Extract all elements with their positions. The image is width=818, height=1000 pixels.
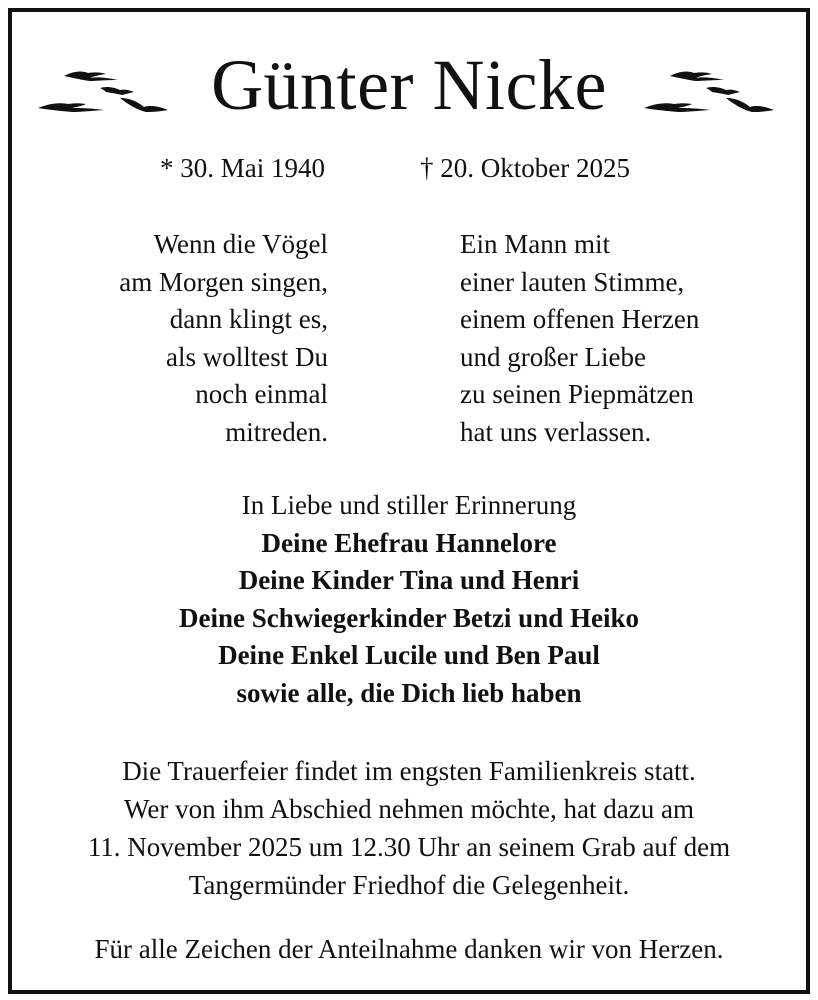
- deceased-name: Günter Nicke: [211, 45, 607, 125]
- mourner-line: Deine Kinder Tina und Henri: [238, 565, 580, 595]
- poem-line: dann klingt es,: [169, 304, 328, 335]
- mourners-intro: In Liebe und stiller Erinnerung: [241, 490, 577, 520]
- poem-line: mitreden.: [225, 416, 328, 447]
- service-info: [0, 752, 818, 904]
- poem-line: als wolltest Du: [166, 341, 328, 372]
- poem-right: [460, 226, 699, 452]
- birth-date: * 30. Mai 1940: [160, 153, 325, 183]
- bird-icon: [670, 72, 724, 81]
- service-line: 11. November 2025 um 12.30 Uhr an seinem Grab auf dem: [87, 832, 731, 862]
- poem-line: Wenn die Vögel: [153, 229, 328, 259]
- poem-line: am Morgen singen,: [119, 266, 328, 297]
- death-date: † 20. Oktober 2025: [420, 153, 630, 183]
- poem-line: hat uns verlassen.: [460, 416, 652, 447]
- poem-line: einer lauten Stimme,: [460, 266, 685, 297]
- poem-line: einem offenen Herzen: [460, 304, 700, 335]
- poem-line: und großer Liebe: [460, 341, 646, 372]
- mourner-line: Deine Ehefrau Hannelore: [261, 527, 557, 558]
- poem-line: Ein Mann mit: [460, 229, 610, 259]
- mourner-line: Deine Schwiegerkinder Betzi und Heiko: [178, 602, 639, 633]
- mourner-line: sowie alle, die Dich lieb haben: [236, 677, 582, 708]
- service-line: Die Trauerfeier findet im engsten Familienkreis statt.: [122, 756, 696, 786]
- service-line: Tangermünder Friedhof die Gelegenheit.: [188, 870, 630, 900]
- bird-icon: [706, 87, 740, 95]
- poem-line: zu seinen Piepmätzen: [460, 379, 694, 410]
- service-line: Wer von ihm Abschied nehmen möchte, hat dazu am: [124, 794, 694, 824]
- mourners-block: [0, 487, 818, 712]
- poem-line: noch einmal: [195, 379, 328, 410]
- bird-icon: [644, 103, 710, 112]
- bird-icon: [726, 98, 774, 112]
- thanks-line: Für alle Zeichen der Anteilnahme danken wir von Herzen.: [94, 934, 724, 964]
- mourner-line: Deine Enkel Lucile und Ben Paul: [218, 640, 600, 670]
- poem-left: [119, 226, 328, 452]
- flying-birds-icon: [640, 62, 790, 124]
